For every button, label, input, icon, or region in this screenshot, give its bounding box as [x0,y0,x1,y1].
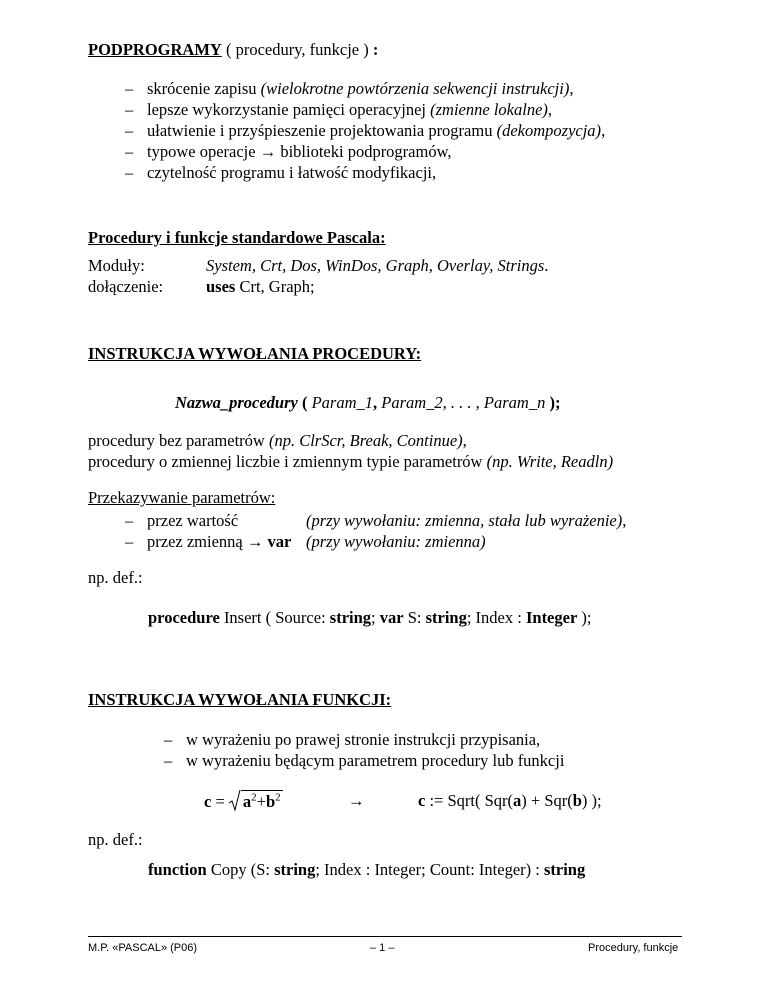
list-item: – ułatwienie i przyśpieszenie projektowania programu (dekompozycja), [125,121,606,140]
section1-title: PODPROGRAMY [88,40,222,59]
example-label: np. def.: [88,830,143,849]
footer-left: M.P. «PASCAL» (P06) [88,942,198,954]
arrow-icon: → [348,791,365,810]
procedure-note-2: procedury o zmiennej liczbie i zmiennym typie parametrów (np. Write, Readln) [88,452,614,471]
list-item: – lepsze wykorzystanie pamięci operacyjnej (zmienne lokalne), [125,100,553,119]
procedure-example: procedure Insert ( Source: string; var S: string; Index : Integer ); [148,608,592,627]
function-example: function Copy (S: string; Index : Integer; Count: Integer) : string [148,860,586,879]
section3-title: INSTRUKCJA WYWOŁANIA PROCEDURY: [88,344,422,363]
include-label: dołączenie: [88,277,164,296]
sqrt-sign-icon [229,789,241,813]
sqrt-code: c := Sqrt( Sqr(a) + Sqr(b) ); [418,791,602,810]
procedure-note-1: procedury bez parametrów (np. ClrScr, Break, Continue), [88,431,467,450]
include-value: uses Crt, Graph; [206,277,315,296]
pass-by-var-note: (przy wywołaniu: zmienna) [306,532,486,551]
list-item: – przez wartość [125,511,239,530]
list-item: – w wyrażeniu będącym parametrem procedury lub funkcji [164,751,565,770]
footer-rule [88,936,682,937]
list-item: – w wyrażeniu po prawej stronie instrukcji przypisania, [164,730,541,749]
list-item: – skrócenie zapisu (wielokrotne powtórzenia sekwencji instrukcji), [125,79,574,98]
section2-title: Procedury i funkcje standardowe Pascala: [88,228,386,247]
modules-label: Moduły: [88,256,145,275]
list-item: – typowe operacje → biblioteki podprogramów, [125,142,452,161]
sqrt-formula: $c = a^2+b^2$ [204,789,283,813]
list-item: – czytelność programu i łatwość modyfikacji, [125,163,437,182]
procedure-call-syntax: Nazwa_procedury ( Param_1, Param_2, . . . , Param_n ); [175,393,561,412]
section1-subtitle: ( procedury, funkcje ) [221,40,373,59]
modules-value: System, Crt, Dos, WinDos, Graph, Overlay, Strings. [206,256,549,275]
footer-right: Procedury, funkcje [588,942,679,954]
section1-heading [88,40,378,60]
example-label: np. def.: [88,568,143,587]
page-number: – 1 – [370,942,395,954]
section1-colon: : [372,40,379,59]
pass-by-value-note: (przy wywołaniu: zmienna, stała lub wyrażenie), [306,511,627,530]
section4-title: INSTRUKCJA WYWOŁANIA FUNKCJI: [88,690,392,709]
list-item: – przez zmienną → var [125,532,292,551]
param-passing-title: Przekazywanie parametrów: [88,488,276,507]
